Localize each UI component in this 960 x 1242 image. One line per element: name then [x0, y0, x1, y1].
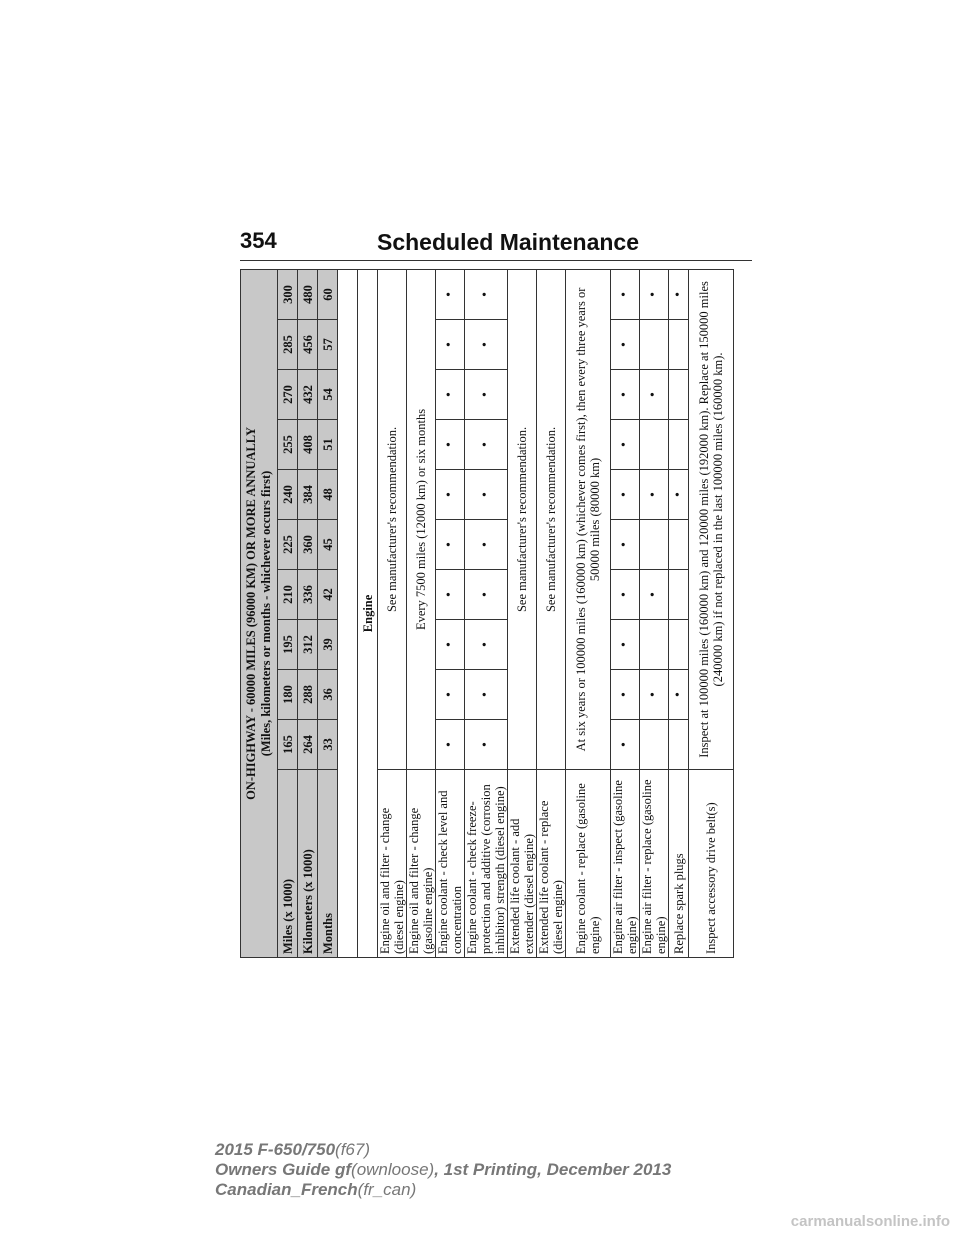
service-dot: •: [465, 670, 508, 720]
service-dot: •: [436, 570, 465, 620]
km-row-value: 408: [298, 420, 318, 470]
miles-row: [278, 269, 298, 957]
miles-row-value: 195: [278, 620, 298, 670]
km-row-label: Kilometers (x 1000): [298, 770, 318, 958]
table-row: [611, 269, 640, 957]
row-label: Replace spark plugs: [669, 770, 689, 958]
row-label: Engine air filter - inspect (gasoline engine): [611, 770, 640, 958]
miles-row-value: 270: [278, 370, 298, 420]
service-dot: •: [669, 670, 689, 720]
months-row-value: 36: [318, 670, 338, 720]
service-dot: •: [465, 620, 508, 670]
km-row-value: 432: [298, 370, 318, 420]
table-row: [566, 269, 611, 957]
miles-row-value: 180: [278, 670, 298, 720]
months-row-label: Months: [318, 770, 338, 958]
service-dot: •: [669, 269, 689, 319]
table-row: [640, 269, 669, 957]
service-dot: •: [611, 520, 640, 570]
service-dot: •: [611, 570, 640, 620]
row-interval-text: At six years or 100000 miles (160000 km) (whichever comes first), then every three years or 50000 miles (80000 km): [566, 269, 611, 769]
service-dot: •: [611, 720, 640, 770]
service-dot: •: [640, 570, 669, 620]
table-row: [378, 269, 407, 957]
service-dot: •: [669, 470, 689, 520]
empty-cell: [640, 620, 669, 670]
row-label: Engine coolant - replace (gasoline engine): [566, 770, 611, 958]
row-label: Engine oil and filter - change (diesel engine): [378, 770, 407, 958]
footer-language-code: (fr_can): [357, 1180, 417, 1199]
service-dot: •: [465, 370, 508, 420]
service-dot: •: [640, 470, 669, 520]
km-row-value: 264: [298, 720, 318, 770]
empty-cell: [640, 520, 669, 570]
service-dot: •: [436, 370, 465, 420]
miles-row-value: 285: [278, 320, 298, 370]
row-label: Engine coolant - check freeze-protection and additive (corrosion inhibitor) strength (diesel engine): [465, 770, 508, 958]
row-label: Engine air filter - replace (gasoline engine): [640, 770, 669, 958]
service-dot: •: [640, 269, 669, 319]
service-dot: •: [611, 620, 640, 670]
empty-cell: [669, 620, 689, 670]
row-label: Engine coolant - check level and concentration: [436, 770, 465, 958]
table-row: [669, 269, 689, 957]
row-label: Engine oil and filter - change (gasoline engine): [407, 770, 436, 958]
km-row-value: 480: [298, 269, 318, 319]
service-dot: •: [436, 720, 465, 770]
footer-guide-code: (ownloose): [351, 1160, 435, 1179]
table-title-line1: ON-HIGHWAY - 60000 MILES (96000 KM) OR MORE ANNUALLY: [244, 426, 258, 800]
footer-line3: [215, 1180, 671, 1200]
service-dot: •: [436, 269, 465, 319]
service-dot: •: [436, 420, 465, 470]
section-title: Scheduled Maintenance: [377, 229, 640, 255]
months-row-value: 57: [318, 320, 338, 370]
table-row: [407, 269, 436, 957]
months-row-value: 51: [318, 420, 338, 470]
miles-row-value: 240: [278, 470, 298, 520]
page-footer: [215, 1140, 671, 1200]
spacer-cell: [338, 269, 358, 957]
months-row-value: 48: [318, 470, 338, 520]
empty-cell: [669, 570, 689, 620]
service-dot: •: [465, 520, 508, 570]
km-row-value: 336: [298, 570, 318, 620]
footer-model-code: (f67): [335, 1140, 371, 1159]
page-header: [240, 228, 752, 261]
service-dot: •: [436, 520, 465, 570]
months-row: [318, 269, 338, 957]
service-dot: •: [611, 420, 640, 470]
rotated-table: [240, 270, 725, 958]
footer-line1: [215, 1140, 671, 1160]
service-dot: •: [436, 620, 465, 670]
table-row: [465, 269, 508, 957]
row-interval-text: See manufacturer's recommendation.: [378, 269, 407, 769]
spacer-row: [338, 269, 358, 957]
km-row-value: 288: [298, 670, 318, 720]
km-row-value: 360: [298, 520, 318, 570]
section-engine: Engine: [358, 269, 378, 957]
empty-cell: [669, 320, 689, 370]
service-dot: •: [436, 320, 465, 370]
service-dot: •: [465, 320, 508, 370]
miles-row-value: 165: [278, 720, 298, 770]
row-label: Extended life coolant - add extender (diesel engine): [508, 770, 537, 958]
page-number: 354: [240, 228, 277, 253]
months-row-value: 33: [318, 720, 338, 770]
service-dot: •: [465, 269, 508, 319]
service-dot: •: [465, 720, 508, 770]
empty-cell: [669, 520, 689, 570]
empty-cell: [640, 420, 669, 470]
service-dot: •: [611, 670, 640, 720]
service-dot: •: [465, 570, 508, 620]
footer-printing: , 1st Printing, December 2013: [434, 1160, 672, 1179]
table-row: [508, 269, 537, 957]
table-title: [241, 269, 278, 957]
row-label: Inspect accessory drive belt(s): [689, 770, 734, 958]
table-row: [436, 269, 465, 957]
row-interval-text: See manufacturer's recommendation.: [537, 269, 566, 769]
footer-line2: [215, 1160, 671, 1180]
service-dot: •: [611, 320, 640, 370]
service-dot: •: [465, 470, 508, 520]
km-row-value: 456: [298, 320, 318, 370]
table-row: [537, 269, 566, 957]
km-row-value: 312: [298, 620, 318, 670]
miles-row-value: 255: [278, 420, 298, 470]
empty-cell: [640, 320, 669, 370]
watermark: carmanualsonline.info: [790, 1213, 950, 1230]
miles-row-label: Miles (x 1000): [278, 770, 298, 958]
service-dot: •: [611, 470, 640, 520]
maintenance-table-frame: [240, 270, 725, 958]
service-dot: •: [436, 670, 465, 720]
miles-row-value: 225: [278, 520, 298, 570]
service-dot: •: [611, 370, 640, 420]
section-row: [358, 269, 378, 957]
service-dot: •: [640, 670, 669, 720]
row-label: Extended life coolant - replace (diesel engine): [537, 770, 566, 958]
footer-guide: Owners Guide gf: [215, 1160, 352, 1179]
miles-row-value: 300: [278, 269, 298, 319]
row-interval-text: Every 7500 miles (12000 km) or six months: [407, 269, 436, 769]
miles-row-value: 210: [278, 570, 298, 620]
months-row-value: 45: [318, 520, 338, 570]
months-row-value: 60: [318, 269, 338, 319]
km-row: [298, 269, 318, 957]
maintenance-schedule-table: [240, 269, 734, 958]
row-interval-text: See manufacturer's recommendation.: [508, 269, 537, 769]
months-row-value: 42: [318, 570, 338, 620]
km-row-value: 384: [298, 470, 318, 520]
empty-cell: [640, 720, 669, 770]
empty-cell: [669, 420, 689, 470]
months-row-value: 54: [318, 370, 338, 420]
table-title-line2: (Miles, kilometers or months - whichever occurs first): [259, 470, 273, 757]
row-interval-text: Inspect at 100000 miles (160000 km) and 120000 miles (192000 km). Replace at 150000 miles (240000 km) if not replaced in the last 100000 miles (160000 km).: [689, 269, 734, 769]
service-dot: •: [436, 470, 465, 520]
empty-cell: [669, 370, 689, 420]
service-dot: •: [611, 269, 640, 319]
service-dot: •: [465, 420, 508, 470]
footer-model: 2015 F-650/750: [215, 1140, 336, 1159]
months-row-value: 39: [318, 620, 338, 670]
footer-language: Canadian_French: [215, 1180, 358, 1199]
service-dot: •: [640, 370, 669, 420]
table-row: [689, 269, 734, 957]
empty-cell: [669, 720, 689, 770]
